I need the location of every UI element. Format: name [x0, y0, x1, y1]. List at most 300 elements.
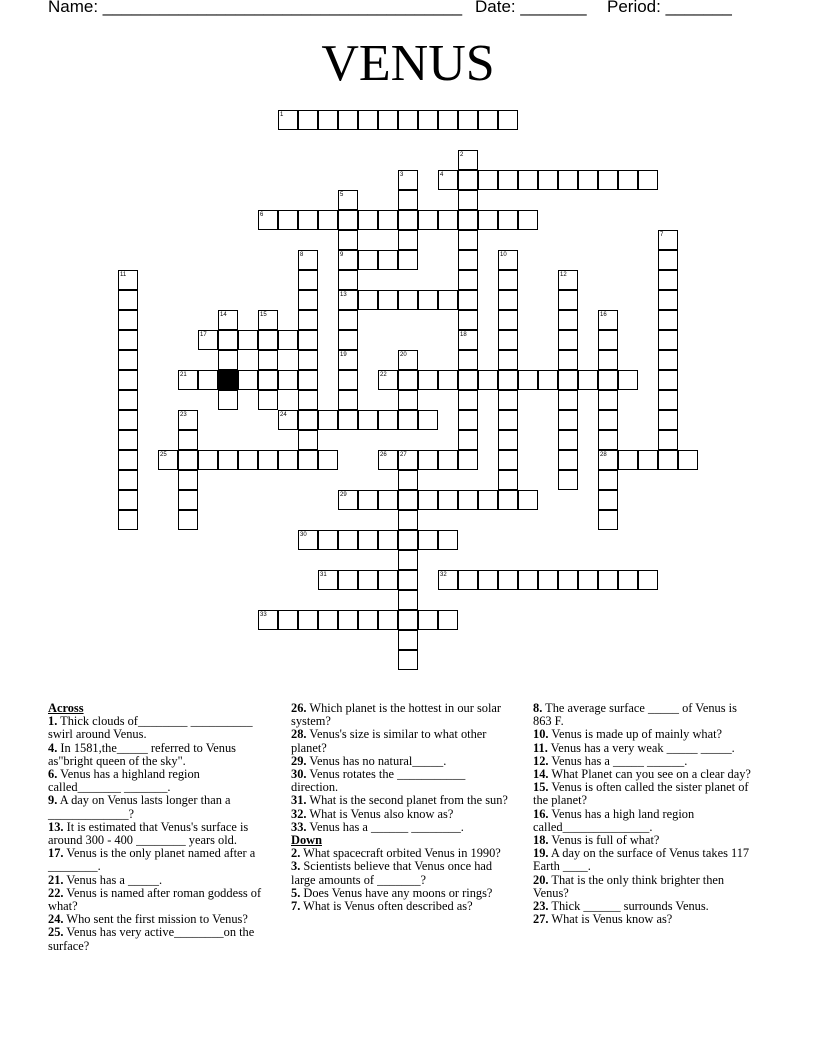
clue-item — [291, 821, 511, 834]
crossword-cell[interactable] — [458, 210, 478, 230]
crossword-cell[interactable] — [118, 330, 138, 350]
clue-number-label: 11 — [120, 272, 127, 278]
crossword-cell[interactable] — [658, 350, 678, 370]
crossword-cell[interactable] — [558, 290, 578, 310]
crossword-cell[interactable] — [358, 110, 378, 130]
clue-text: A day on Venus lasts longer than a _____________? — [48, 793, 231, 821]
clue-item — [48, 794, 273, 820]
crossword-cell[interactable] — [118, 450, 138, 470]
crossword-cell[interactable] — [658, 450, 678, 470]
crossword-cell[interactable] — [658, 310, 678, 330]
crossword-cell[interactable] — [178, 490, 198, 510]
crossword-cell[interactable] — [398, 510, 418, 530]
crossword-cell[interactable] — [338, 110, 358, 130]
crossword-cell[interactable] — [458, 430, 478, 450]
crossword-cell[interactable] — [118, 350, 138, 370]
crossword-cell[interactable] — [318, 210, 338, 230]
crossword-cell[interactable] — [118, 470, 138, 490]
crossword-cell[interactable] — [118, 490, 138, 510]
crossword-cell[interactable] — [638, 170, 658, 190]
crossword-cell[interactable] — [298, 410, 318, 430]
crossword-cell[interactable] — [278, 330, 298, 350]
crossword-cell[interactable] — [398, 230, 418, 250]
crossword-cell[interactable] — [398, 190, 418, 210]
clue-item — [291, 860, 511, 886]
crossword-cell[interactable] — [498, 170, 518, 190]
clue-number: 3. — [291, 859, 301, 874]
crossword-cell[interactable] — [338, 210, 358, 230]
crossword-cell[interactable] — [278, 610, 298, 630]
crossword-cell[interactable] — [178, 430, 198, 450]
crossword-cell[interactable] — [598, 410, 618, 430]
crossword-cell[interactable] — [538, 370, 558, 390]
crossword-cell[interactable] — [598, 330, 618, 350]
clue-column-1 — [48, 702, 273, 953]
clue-number: 5. — [291, 885, 301, 900]
crossword-cell[interactable] — [438, 110, 458, 130]
clue-text: What is Venus often described as? — [300, 899, 473, 914]
crossword-cell[interactable] — [478, 110, 498, 130]
crossword-cell[interactable] — [358, 490, 378, 510]
clue-number: 16. — [533, 806, 549, 821]
crossword-cell[interactable] — [238, 450, 258, 470]
crossword-cell[interactable] — [118, 510, 138, 530]
crossword-cell[interactable] — [458, 390, 478, 410]
crossword-cell[interactable] — [558, 330, 578, 350]
crossword-cell[interactable] — [658, 290, 678, 310]
clue-number: 12. — [533, 753, 549, 768]
clue-text: It is estimated that Venus's surface is around 300 - 400 ________ years old. — [48, 819, 249, 848]
crossword-cell[interactable] — [358, 410, 378, 430]
clue-number-label: 23 — [180, 412, 187, 418]
crossword-cell[interactable] — [398, 490, 418, 510]
clue-number-label: 6 — [260, 212, 264, 218]
clue-text: Thick clouds of________ __________ swirl around Venus. — [48, 714, 253, 742]
crossword-cell[interactable] — [298, 270, 318, 290]
crossword-cell[interactable] — [398, 290, 418, 310]
crossword-cell[interactable] — [618, 370, 638, 390]
crossword-cell[interactable] — [458, 570, 478, 590]
clue-number-label: 29 — [340, 492, 347, 498]
crossword-cell[interactable] — [398, 650, 418, 670]
clue-number-label: 27 — [400, 452, 407, 458]
crossword-cell[interactable] — [398, 610, 418, 630]
crossword-cell[interactable] — [398, 530, 418, 550]
crossword-cell[interactable] — [278, 450, 298, 470]
crossword-cell[interactable] — [118, 310, 138, 330]
clue-number: 23. — [533, 899, 549, 914]
crossword-cell[interactable] — [338, 530, 358, 550]
crossword-cell[interactable] — [418, 110, 438, 130]
crossword-cell[interactable] — [258, 370, 278, 390]
crossword-cell[interactable] — [458, 370, 478, 390]
crossword-cell[interactable] — [598, 370, 618, 390]
crossword-cell[interactable] — [298, 390, 318, 410]
crossword-cell[interactable] — [518, 170, 538, 190]
crossword-cell[interactable] — [318, 110, 338, 130]
crossword-cell[interactable] — [658, 250, 678, 270]
clue-text: Venus has a very weak _____ _____. — [547, 740, 735, 755]
crossword-cell[interactable] — [378, 110, 398, 130]
crossword-cell[interactable] — [458, 490, 478, 510]
clue-number: 28. — [291, 727, 307, 742]
down-heading: Down — [291, 833, 322, 848]
crossword-cell[interactable] — [298, 330, 318, 350]
clue-number: 15. — [533, 780, 549, 795]
crossword-cell[interactable] — [378, 290, 398, 310]
crossword-cell[interactable] — [658, 410, 678, 430]
crossword-cell[interactable] — [458, 270, 478, 290]
clue-item — [48, 887, 273, 913]
crossword-cell[interactable] — [498, 110, 518, 130]
crossword-cell[interactable] — [558, 390, 578, 410]
clue-text: That is the only think brighter then Venus? — [533, 872, 725, 900]
crossword-cell[interactable] — [598, 430, 618, 450]
crossword-cell[interactable] — [118, 430, 138, 450]
crossword-cell[interactable] — [418, 290, 438, 310]
crossword-cell[interactable] — [498, 270, 518, 290]
clue-text: Venus has very active________on the surface? — [48, 925, 255, 953]
crossword-cell[interactable] — [598, 350, 618, 370]
crossword-cell[interactable] — [338, 230, 358, 250]
date-field[interactable]: Date: _______ — [475, 0, 587, 16]
crossword-cell[interactable] — [598, 510, 618, 530]
crossword-cell[interactable] — [278, 370, 298, 390]
crossword-cell[interactable] — [318, 450, 338, 470]
period-field[interactable]: Period: _______ — [607, 0, 732, 16]
clue-item — [533, 808, 758, 834]
clue-number-label: 33 — [260, 612, 267, 618]
clue-number: 26. — [291, 701, 307, 715]
clue-item — [533, 913, 758, 926]
clue-number-label: 8 — [300, 252, 304, 258]
crossword-cell[interactable] — [458, 230, 478, 250]
crossword-cell[interactable] — [378, 250, 398, 270]
black-cell — [218, 370, 238, 390]
clue-column-2 — [291, 702, 511, 913]
crossword-cell[interactable] — [458, 110, 478, 130]
crossword-cell[interactable] — [438, 610, 458, 630]
crossword-cell[interactable] — [398, 210, 418, 230]
crossword-cell[interactable] — [438, 450, 458, 470]
crossword-cell[interactable] — [558, 450, 578, 470]
crossword-cell[interactable] — [118, 390, 138, 410]
crossword-cell[interactable] — [438, 290, 458, 310]
crossword-cell[interactable] — [378, 490, 398, 510]
crossword-cell[interactable] — [538, 170, 558, 190]
clue-number-label: 25 — [160, 452, 167, 458]
clue-number-label: 10 — [500, 252, 507, 258]
crossword-cell[interactable] — [498, 410, 518, 430]
crossword-cell[interactable] — [358, 610, 378, 630]
crossword-cell[interactable] — [498, 570, 518, 590]
crossword-cell[interactable] — [178, 450, 198, 470]
crossword-cell[interactable] — [458, 410, 478, 430]
crossword-cell[interactable] — [318, 610, 338, 630]
clue-text: What spacecraft orbited Venus in 1990? — [300, 846, 501, 861]
crossword-cell[interactable] — [338, 570, 358, 590]
crossword-cell[interactable] — [258, 350, 278, 370]
crossword-cell[interactable] — [378, 210, 398, 230]
crossword-cell[interactable] — [298, 290, 318, 310]
clue-text: Venus is full of what? — [548, 833, 660, 848]
crossword-cell[interactable] — [338, 390, 358, 410]
crossword-cell[interactable] — [578, 370, 598, 390]
crossword-cell[interactable] — [598, 470, 618, 490]
crossword-cell[interactable] — [618, 170, 638, 190]
clue-text: Venus rotates the ___________ direction. — [291, 767, 466, 795]
crossword-cell[interactable] — [458, 450, 478, 470]
crossword-cell[interactable] — [658, 330, 678, 350]
crossword-cell[interactable] — [458, 310, 478, 330]
page-title: VENUS — [321, 35, 495, 92]
clue-item — [291, 900, 511, 913]
crossword-cell[interactable] — [498, 370, 518, 390]
crossword-cell[interactable] — [418, 410, 438, 430]
crossword-cell[interactable] — [498, 350, 518, 370]
crossword-cell[interactable] — [398, 370, 418, 390]
clue-number: 1. — [48, 714, 58, 729]
clue-text: What Planet can you see on a clear day? — [548, 767, 751, 782]
crossword-cell[interactable] — [218, 350, 238, 370]
clue-number: 10. — [533, 727, 549, 742]
crossword-cell[interactable] — [518, 210, 538, 230]
crossword-cell[interactable] — [298, 350, 318, 370]
crossword-cell[interactable] — [558, 310, 578, 330]
crossword-cell[interactable] — [358, 290, 378, 310]
clue-number-label: 18 — [460, 332, 467, 338]
clue-number-label: 28 — [600, 452, 607, 458]
crossword-cell[interactable] — [318, 530, 338, 550]
crossword-cell[interactable] — [518, 370, 538, 390]
crossword-cell[interactable] — [358, 570, 378, 590]
clue-number: 31. — [291, 793, 307, 808]
crossword-cell[interactable] — [298, 110, 318, 130]
crossword-cell[interactable] — [458, 250, 478, 270]
crossword-cell[interactable] — [358, 210, 378, 230]
crossword-cell[interactable] — [438, 370, 458, 390]
crossword-cell[interactable] — [258, 330, 278, 350]
crossword-cell[interactable] — [298, 310, 318, 330]
crossword-cell[interactable] — [498, 390, 518, 410]
crossword-cell[interactable] — [398, 630, 418, 650]
crossword-cell[interactable] — [458, 290, 478, 310]
crossword-cell[interactable] — [218, 450, 238, 470]
crossword-cell[interactable] — [258, 450, 278, 470]
crossword-cell[interactable] — [498, 210, 518, 230]
crossword-cell[interactable] — [418, 610, 438, 630]
crossword-cell[interactable] — [338, 310, 358, 330]
crossword-cell[interactable] — [298, 610, 318, 630]
crossword-cell[interactable] — [418, 450, 438, 470]
crossword-cell[interactable] — [598, 570, 618, 590]
clue-number: 30. — [291, 767, 307, 782]
clue-text: Venus is the only planet named after a ________. — [48, 846, 256, 874]
clue-text: Venus has a _____ ______. — [548, 753, 688, 768]
crossword-cell[interactable] — [598, 170, 618, 190]
crossword-cell[interactable] — [418, 210, 438, 230]
crossword-cell[interactable] — [638, 570, 658, 590]
crossword-cell[interactable] — [498, 330, 518, 350]
crossword-cell[interactable] — [378, 410, 398, 430]
crossword-cell[interactable] — [218, 390, 238, 410]
crossword-cell[interactable] — [118, 410, 138, 430]
crossword-cell[interactable] — [658, 370, 678, 390]
crossword-cell[interactable] — [558, 430, 578, 450]
crossword-cell[interactable] — [438, 210, 458, 230]
crossword-cell[interactable] — [398, 390, 418, 410]
clue-number-label: 17 — [200, 332, 207, 338]
crossword-cell[interactable] — [378, 570, 398, 590]
crossword-cell[interactable] — [618, 450, 638, 470]
clue-item — [48, 768, 273, 794]
crossword-cell[interactable] — [338, 370, 358, 390]
clue-number-label: 12 — [560, 272, 567, 278]
clue-text: What is Venus know as? — [548, 912, 673, 927]
crossword-cell[interactable] — [218, 330, 238, 350]
clue-number: 7. — [291, 899, 301, 914]
crossword-cell[interactable] — [118, 290, 138, 310]
clue-text: Does Venus have any moons or rings? — [300, 885, 493, 900]
crossword-cell[interactable] — [438, 530, 458, 550]
crossword-cell[interactable] — [258, 390, 278, 410]
crossword-cell[interactable] — [278, 210, 298, 230]
clue-number-label: 30 — [300, 532, 307, 538]
crossword-cell[interactable] — [498, 310, 518, 330]
crossword-cell[interactable] — [398, 550, 418, 570]
clue-number: 22. — [48, 885, 64, 900]
crossword-cell[interactable] — [638, 450, 658, 470]
crossword-cell[interactable] — [578, 570, 598, 590]
crossword-cell[interactable] — [298, 450, 318, 470]
crossword-cell[interactable] — [398, 590, 418, 610]
crossword-cell[interactable] — [558, 570, 578, 590]
crossword-cell[interactable] — [478, 170, 498, 190]
crossword-cell[interactable] — [358, 250, 378, 270]
crossword-cell[interactable] — [198, 450, 218, 470]
crossword-cell[interactable] — [418, 490, 438, 510]
crossword-cell[interactable] — [398, 250, 418, 270]
crossword-cell[interactable] — [378, 530, 398, 550]
name-field[interactable]: Name: ______________________________________ — [48, 0, 463, 16]
clue-text: Venus is named after roman goddess of what? — [48, 885, 262, 914]
crossword-cell[interactable] — [458, 170, 478, 190]
clue-number: 19. — [533, 846, 549, 861]
crossword-cell[interactable] — [558, 410, 578, 430]
crossword-cell[interactable] — [358, 530, 378, 550]
clue-number: 4. — [48, 740, 58, 755]
clue-text: Venus's size is similar to what other planet? — [291, 727, 487, 755]
crossword-cell[interactable] — [418, 530, 438, 550]
crossword-cell[interactable] — [298, 370, 318, 390]
crossword-cell[interactable] — [338, 610, 358, 630]
clue-text: The average surface _____ of Venus is 863 F. — [533, 701, 737, 729]
crossword-cell[interactable] — [618, 570, 638, 590]
crossword-cell[interactable] — [678, 450, 698, 470]
clue-text: Venus is made up of mainly what? — [548, 727, 723, 742]
clue-number-label: 24 — [280, 412, 287, 418]
clue-number: 32. — [291, 806, 307, 821]
crossword-cell[interactable] — [338, 410, 358, 430]
clue-number-label: 7 — [660, 232, 664, 238]
clue-item — [48, 715, 273, 741]
crossword-cell[interactable] — [478, 570, 498, 590]
crossword-cell[interactable] — [558, 370, 578, 390]
crossword-cell[interactable] — [438, 490, 458, 510]
crossword-cell[interactable] — [598, 490, 618, 510]
crossword-cell[interactable] — [578, 170, 598, 190]
clue-column-3 — [533, 702, 758, 926]
crossword-cell[interactable] — [398, 470, 418, 490]
clue-number: 11. — [533, 740, 548, 755]
clue-number: 27. — [533, 912, 549, 927]
crossword-cell[interactable] — [518, 570, 538, 590]
clue-text: Venus has a high land region called______________. — [533, 806, 695, 834]
crossword-cell[interactable] — [238, 370, 258, 390]
clue-number-label: 3 — [400, 172, 404, 178]
crossword-cell[interactable] — [118, 370, 138, 390]
crossword-cell[interactable] — [658, 430, 678, 450]
clue-item — [533, 874, 758, 900]
crossword-cell[interactable] — [398, 570, 418, 590]
crossword-cell[interactable] — [658, 390, 678, 410]
crossword-cell[interactable] — [498, 470, 518, 490]
crossword-cell[interactable] — [298, 430, 318, 450]
crossword-cell[interactable] — [418, 370, 438, 390]
crossword-cell[interactable] — [498, 490, 518, 510]
clue-text: Venus has a _____. — [63, 872, 163, 887]
crossword-cell[interactable] — [178, 510, 198, 530]
crossword-cell[interactable] — [378, 610, 398, 630]
crossword-cell[interactable] — [498, 450, 518, 470]
across-heading: Across — [48, 701, 84, 715]
crossword-cell[interactable] — [558, 350, 578, 370]
crossword-cell[interactable] — [478, 490, 498, 510]
crossword-cell[interactable] — [558, 470, 578, 490]
crossword-cell[interactable] — [178, 470, 198, 490]
crossword-cell[interactable] — [458, 190, 478, 210]
crossword-cell[interactable] — [298, 210, 318, 230]
clue-item — [48, 742, 273, 768]
crossword-cell[interactable] — [658, 270, 678, 290]
clue-text: A day on the surface of Venus takes 117 Earth ____. — [533, 846, 750, 874]
clue-number-label: 22 — [380, 372, 387, 378]
crossword-cell[interactable] — [498, 290, 518, 310]
crossword-cell[interactable] — [478, 210, 498, 230]
clue-text: Scientists believe that Venus once had large amounts of _______? — [291, 859, 493, 887]
crossword-cell[interactable] — [338, 270, 358, 290]
crossword-cell[interactable] — [398, 410, 418, 430]
crossword-cell[interactable] — [478, 370, 498, 390]
crossword-cell[interactable] — [538, 570, 558, 590]
clue-number-label: 32 — [440, 572, 447, 578]
crossword-cell[interactable] — [318, 410, 338, 430]
crossword-cell[interactable] — [458, 350, 478, 370]
clue-number: 25. — [48, 925, 64, 940]
crossword-cell[interactable] — [338, 330, 358, 350]
clue-text: Venus has a ______ ________. — [306, 819, 464, 834]
clue-number: 17. — [48, 846, 64, 861]
crossword-cell[interactable] — [558, 170, 578, 190]
crossword-cell[interactable] — [238, 330, 258, 350]
clue-item — [533, 702, 758, 728]
crossword-cell[interactable] — [198, 370, 218, 390]
crossword-cell[interactable] — [398, 110, 418, 130]
crossword-cell[interactable] — [518, 490, 538, 510]
crossword-cell[interactable] — [498, 430, 518, 450]
clue-number-label: 4 — [440, 172, 444, 178]
crossword-cell[interactable] — [598, 390, 618, 410]
